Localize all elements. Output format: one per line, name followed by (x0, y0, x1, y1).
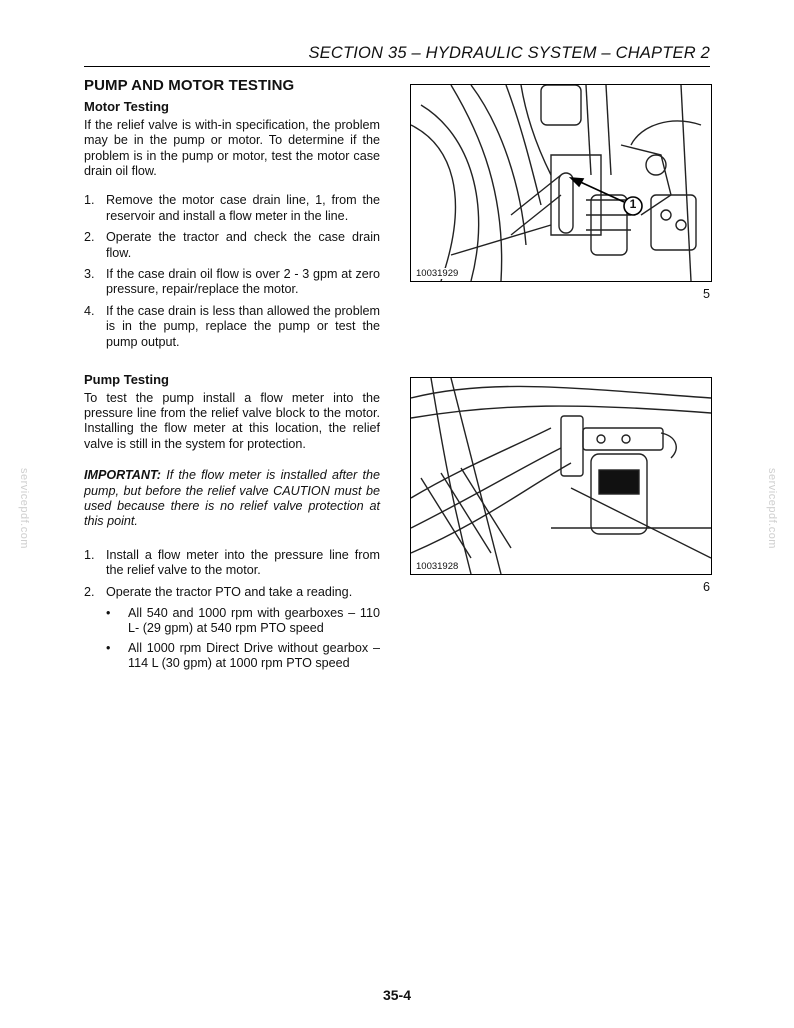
step-number: 3. (84, 267, 95, 282)
motor-testing-steps (84, 193, 380, 350)
callout-leader (576, 180, 624, 202)
figure-6-photo (410, 377, 712, 575)
list-item (106, 606, 380, 637)
figure-number: 6 (702, 580, 710, 594)
bullet-text: All 1000 rpm Direct Drive without gearbox – 114 L (30 gpm) at 1000 rpm PTO speed (128, 640, 380, 671)
step-number: 1. (84, 193, 95, 208)
list-item (84, 267, 380, 298)
step-number: 1. (84, 547, 95, 562)
motor-testing-intro: If the relief valve is with-in specification, the problem may be in the pump or motor. To determine if the problem is in the pump or motor, test the motor case drain oil flow. (84, 117, 380, 179)
step-number: 2. (84, 584, 95, 599)
hydraulic-lines-illustration (411, 85, 711, 281)
step-text: If the case drain oil flow is over 2 - 3 gpm at zero pressure, repair/replace the motor. (106, 267, 380, 297)
figure-id: 10031928 (416, 561, 459, 572)
page-number: 35-4 (382, 987, 412, 1003)
watermark-right: servicepdf.com (766, 468, 778, 549)
step-text: If the case drain is less than allowed the problem is in the pump, replace the pump or test the pump output. (106, 303, 380, 349)
pump-testing-intro: To test the pump install a flow meter into the pressure line from the relief valve block to the motor. Installing the flow meter at this location, the relief valve is still in the system for protection. (84, 390, 380, 451)
page-header: SECTION 35 – HYDRAULIC SYSTEM – CHAPTER 2 (308, 44, 710, 62)
step-number: 2. (84, 230, 95, 245)
list-item (106, 641, 380, 672)
step-number: 4. (84, 303, 95, 318)
text-column (84, 78, 380, 678)
motor-testing-heading: Motor Testing (84, 99, 169, 115)
header-rule (84, 66, 710, 67)
bullet-icon: • (106, 605, 111, 620)
list-item (84, 230, 380, 261)
step-text: Operate the tractor PTO and take a reading. (106, 584, 353, 599)
step-text: Install a flow meter into the pressure line from the relief valve to the motor. (106, 547, 380, 578)
list-item (84, 193, 380, 224)
list-item (84, 304, 380, 350)
pump-testing-heading: Pump Testing (84, 372, 169, 388)
spec-bullets (106, 606, 380, 672)
important-note (84, 468, 380, 530)
important-label: IMPORTANT: (84, 468, 161, 483)
figure-number: 5 (702, 287, 710, 301)
pump-testing-steps (84, 548, 380, 672)
figure-5-photo (410, 84, 712, 282)
bullet-icon: • (106, 640, 111, 655)
important-text: If the flow meter is installed after the pump, but before the relief valve CAUTION must be used because there is no relief valve protection at this point. (84, 468, 380, 529)
callout-label: 1 (629, 197, 637, 211)
list-item (84, 585, 380, 672)
section-title: PUMP AND MOTOR TESTING (84, 77, 295, 94)
bullet-text: All 540 and 1000 rpm with gearboxes – 110 L- (29 gpm) at 540 rpm PTO speed (128, 605, 380, 636)
step-text: Operate the tractor and check the case drain flow. (106, 230, 380, 260)
list-item (84, 548, 380, 579)
flow-meter-illustration (411, 378, 711, 574)
step-text: Remove the motor case drain line, 1, from the reservoir and install a flow meter in the line. (106, 193, 380, 223)
figure-id: 10031929 (416, 268, 459, 279)
watermark-left: servicepdf.com (18, 468, 30, 549)
